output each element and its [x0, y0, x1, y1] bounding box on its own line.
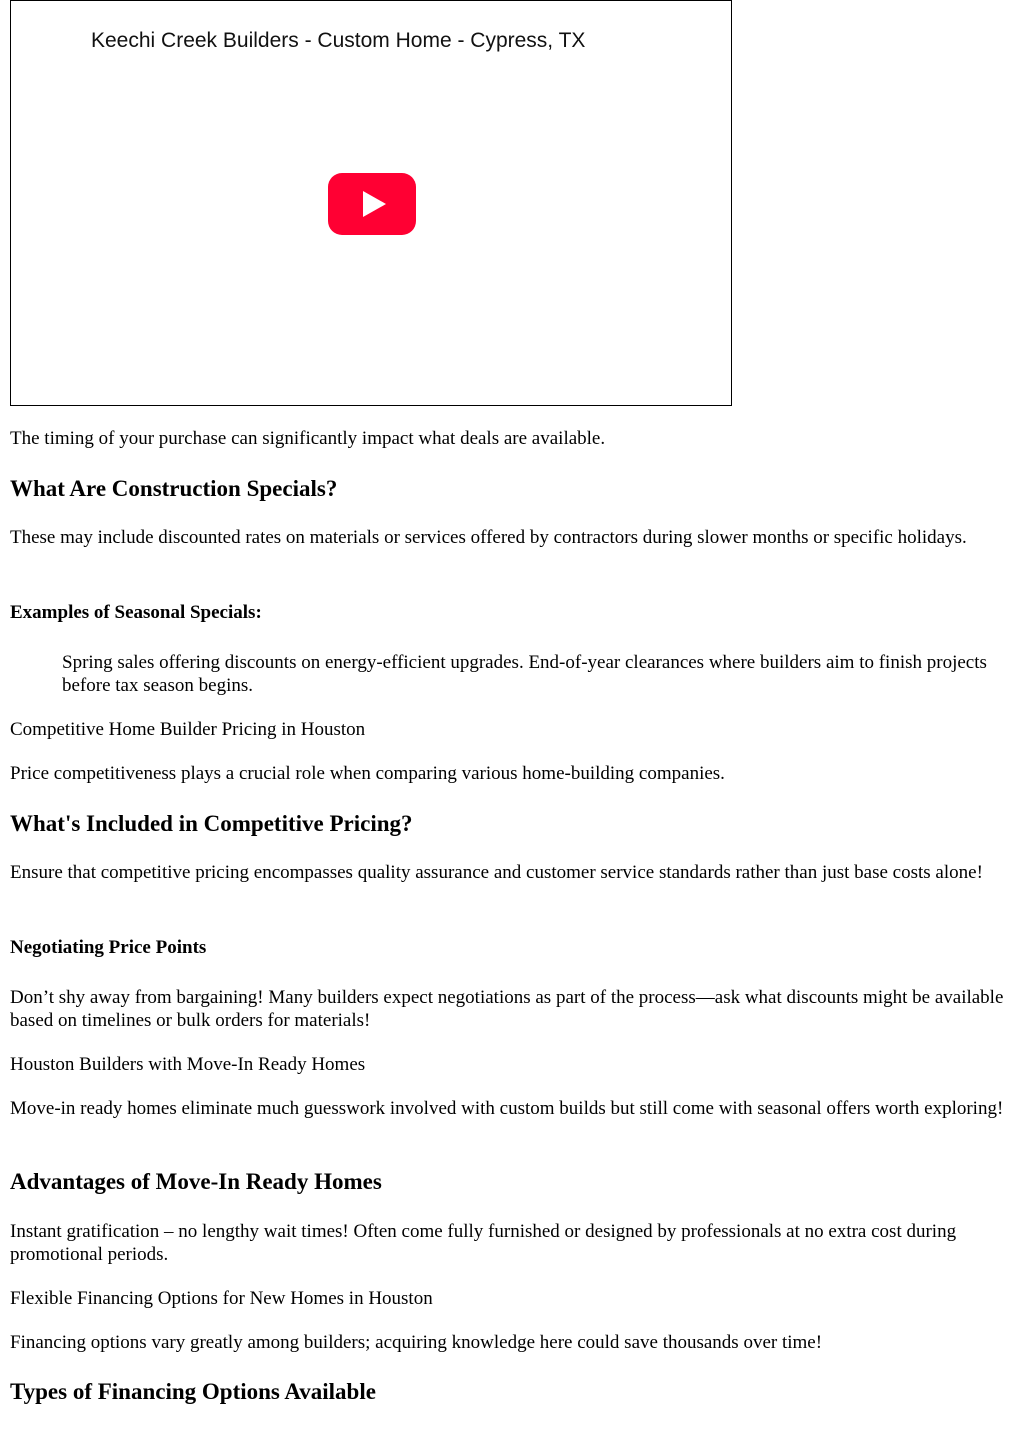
- paragraph-included-pricing: Ensure that competitive pricing encompasses quality assurance and customer service standards rather than just base costs alone!: [10, 862, 983, 883]
- paragraph-construction-specials: These may include discounted rates on materials or services offered by contractors during slower months or specific holidays.: [10, 527, 967, 548]
- competitive-pricing-title: Competitive Home Builder Pricing in Houston: [10, 719, 366, 740]
- heading-examples: Examples of Seasonal Specials:: [10, 602, 262, 623]
- blockquote-seasonal-examples: Spring sales offering discounts on energy-efficient upgrades. End-of-year clearances where builders aim to finish projects before tax season begins.: [62, 652, 987, 696]
- movein-title: Houston Builders with Move-In Ready Homes: [10, 1054, 366, 1075]
- video-embed[interactable]: [10, 0, 732, 406]
- video-title[interactable]: Keechi Creek Builders - Custom Home - Cypress, TX: [91, 29, 586, 52]
- financing-title: Flexible Financing Options for New Homes in Houston: [10, 1288, 433, 1309]
- youtube-play-icon[interactable]: [328, 173, 416, 235]
- paragraph-negotiating: Don’t shy away from bargaining! Many builders expect negotiations as part of the process—ask what discounts might be available based on timelines or bulk orders for materials!: [10, 987, 1004, 1031]
- paragraph-advantages: Instant gratification – no lengthy wait times! Often come fully furnished or designed by professionals at no extra cost during promotional periods.: [10, 1221, 957, 1265]
- heading-negotiating: Negotiating Price Points: [10, 937, 207, 958]
- heading-included-pricing: What's Included in Competitive Pricing?: [10, 811, 413, 836]
- heading-types-financing: Types of Financing Options Available: [10, 1379, 376, 1404]
- paragraph-price-competitiveness: Price competitiveness plays a crucial role when comparing various home-building companies.: [10, 763, 725, 784]
- paragraph-financing: Financing options vary greatly among builders; acquiring knowledge here could save thousands over time!: [10, 1332, 823, 1353]
- paragraph-movein: Move-in ready homes eliminate much guesswork involved with custom builds but still come with seasonal offers worth exploring!: [10, 1098, 1004, 1119]
- heading-advantages: Advantages of Move-In Ready Homes: [10, 1169, 382, 1194]
- intro-paragraph: The timing of your purchase can significantly impact what deals are available.: [10, 428, 606, 449]
- heading-construction-specials: What Are Construction Specials?: [10, 476, 338, 501]
